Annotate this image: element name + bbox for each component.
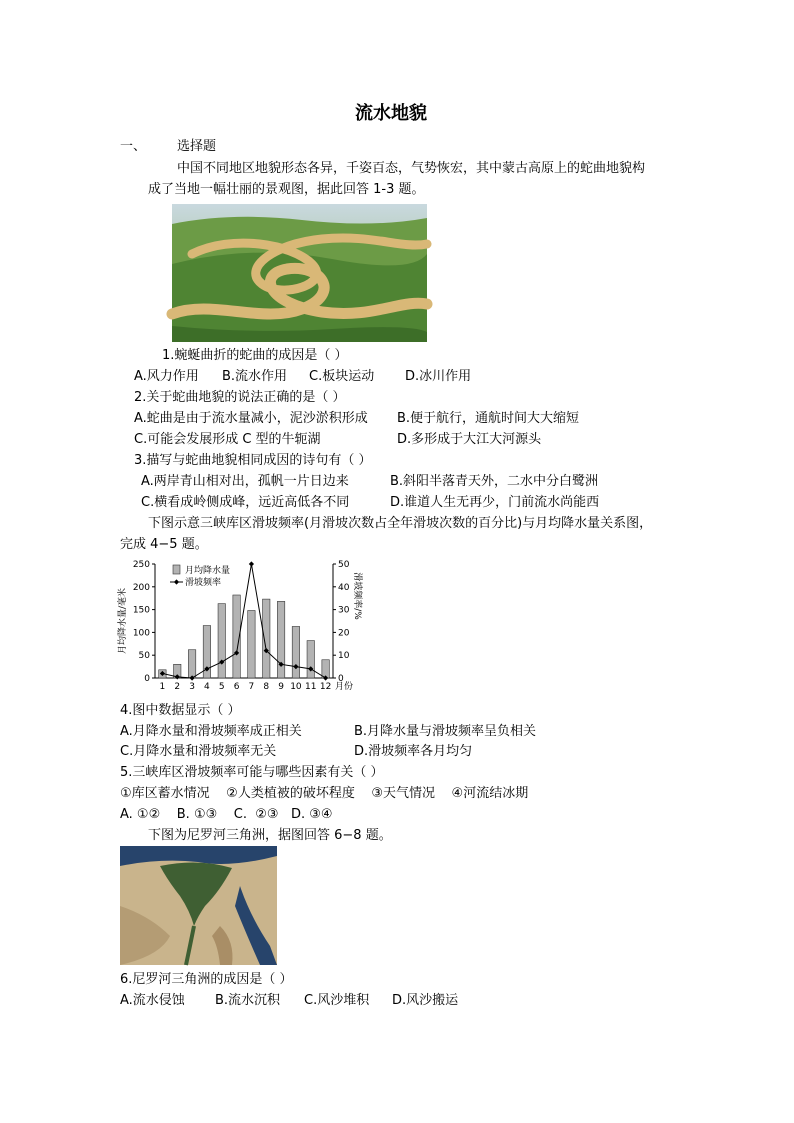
q2-stem: 2.关于蛇曲地貌的说法正确的是（ ） xyxy=(134,390,346,405)
right-tick-label: 10 xyxy=(338,651,350,662)
q1-option-d: D.冰川作用 xyxy=(405,369,472,384)
x-tick-label: 5 xyxy=(218,682,225,692)
x-tick-label: 8 xyxy=(263,682,270,692)
chart-intro-line-2: 完成 4−5 题。 xyxy=(120,537,208,552)
intro-line-1: 中国不同地区地貌形态各异，千姿百态，气势恢宏，其中蒙古高原上的蛇曲地貌构 xyxy=(177,161,646,176)
q3-option-c: C.横看成岭侧成峰，远近高低各不同 xyxy=(141,495,350,510)
q3-stem: 3.描写与蛇曲地貌相同成因的诗句有（ ） xyxy=(134,453,372,468)
left-tick-label: 150 xyxy=(132,605,150,616)
precipitation-bar xyxy=(263,599,270,678)
nile-delta-satellite-icon xyxy=(120,846,277,965)
x-tick-label: 10 xyxy=(290,682,302,692)
q6-option-a: A.流水侵蚀 xyxy=(120,993,185,1008)
right-tick-label: 30 xyxy=(338,605,350,616)
intro-line-2: 成了当地一幅壮丽的景观图，据此回答 1-3 题。 xyxy=(148,182,425,197)
x-axis-unit-label: 月份 xyxy=(335,682,354,692)
section-number: 一、 xyxy=(120,139,147,154)
precipitation-bar xyxy=(322,660,329,678)
precipitation-bar xyxy=(218,604,225,678)
x-tick-label: 7 xyxy=(248,682,255,692)
precipitation-bar xyxy=(248,611,255,678)
q5-factors: ①库区蓄水情况 ②人类植被的破坏程度 ③天气情况 ④河流结冰期 xyxy=(120,786,529,801)
legend-bar-label: 月均降水量 xyxy=(185,566,231,576)
q6-option-c: C.风沙堆积 xyxy=(304,993,370,1008)
right-tick-label: 50 xyxy=(338,560,350,570)
x-tick-label: 9 xyxy=(278,682,284,692)
left-tick-label: 100 xyxy=(132,628,150,639)
landslide-frequency-point xyxy=(249,561,254,566)
precipitation-landslide-chart xyxy=(115,558,360,698)
legend-bar-swatch xyxy=(173,565,180,574)
left-axis-title: 月均降水量/毫米 xyxy=(118,587,128,655)
q3-option-a: A.两岸青山相对出，孤帆一片日边来 xyxy=(141,474,349,489)
q5-options: A. ①② B. ①③ C. ②③ D. ③④ xyxy=(120,807,333,822)
right-tick-label: 20 xyxy=(338,628,350,639)
q4-stem: 4.图中数据显示（ ） xyxy=(120,703,241,718)
q2-option-c: C.可能会发展形成 C 型的牛轭湖 xyxy=(134,432,321,447)
legend-line-marker xyxy=(174,579,179,584)
left-tick-label: 0 xyxy=(144,674,150,684)
q2-option-d: D.多形成于大江大河源头 xyxy=(397,432,542,447)
precipitation-bar xyxy=(292,626,299,678)
x-tick-label: 1 xyxy=(159,682,166,692)
x-tick-label: 11 xyxy=(305,682,317,692)
q5-stem: 5.三峡库区滑坡频率可能与哪些因素有关（ ） xyxy=(120,765,384,780)
q1-option-b: B.流水作用 xyxy=(222,369,288,384)
river-meander-photo-icon xyxy=(172,204,427,342)
q1-option-a: A.风力作用 xyxy=(134,369,199,384)
left-tick-label: 200 xyxy=(132,582,150,593)
legend-line-label: 滑坡频率 xyxy=(185,578,222,588)
q2-option-b: B.便于航行，通航时间大大缩短 xyxy=(397,411,580,426)
right-axis-title: 滑坡频率/% xyxy=(352,572,362,620)
right-tick-label: 40 xyxy=(338,582,350,593)
q6-stem: 6.尼罗河三角洲的成因是（ ） xyxy=(120,972,293,987)
precipitation-bar xyxy=(188,650,195,678)
q3-option-d: D.谁道人生无再少，门前流水尚能西 xyxy=(390,495,600,510)
q6-option-d: D.风沙搬运 xyxy=(392,993,459,1008)
left-tick-label: 50 xyxy=(138,651,150,662)
q2-option-a: A.蛇曲是由于流水量减小，泥沙淤积形成 xyxy=(134,411,368,426)
q1-option-c: C.板块运动 xyxy=(309,369,375,384)
section-label: 选择题 xyxy=(177,139,217,154)
left-tick-label: 250 xyxy=(132,560,150,570)
chart-intro-line-1: 下图示意三峡库区滑坡频率(月滑坡次数占全年滑坡次数的百分比)与月均降水量关系图， xyxy=(148,516,653,531)
q1-stem: 1.蜿蜒曲折的蛇曲的成因是（ ） xyxy=(162,348,348,363)
q4-option-b: B.月降水量与滑坡频率呈负相关 xyxy=(354,724,537,739)
x-tick-label: 2 xyxy=(174,682,181,692)
x-tick-label: 12 xyxy=(319,682,332,692)
x-tick-label: 3 xyxy=(189,682,195,692)
precipitation-bar xyxy=(307,641,314,678)
q3-option-b: B.斜阳半落青天外，二水中分白鹭洲 xyxy=(390,474,599,489)
q4-option-c: C.月降水量和滑坡频率无关 xyxy=(120,744,277,759)
page-title: 流水地貌 xyxy=(355,103,427,124)
nile-intro: 下图为尼罗河三角洲，据图回答 6−8 题。 xyxy=(148,828,392,843)
x-tick-label: 4 xyxy=(204,682,210,692)
q4-option-d: D.滑坡频率各月均匀 xyxy=(354,744,473,759)
q6-option-b: B.流水沉积 xyxy=(215,993,281,1008)
q4-option-a: A.月降水量和滑坡频率成正相关 xyxy=(120,724,302,739)
right-tick-label: 0 xyxy=(338,674,344,684)
x-tick-label: 6 xyxy=(233,682,240,692)
